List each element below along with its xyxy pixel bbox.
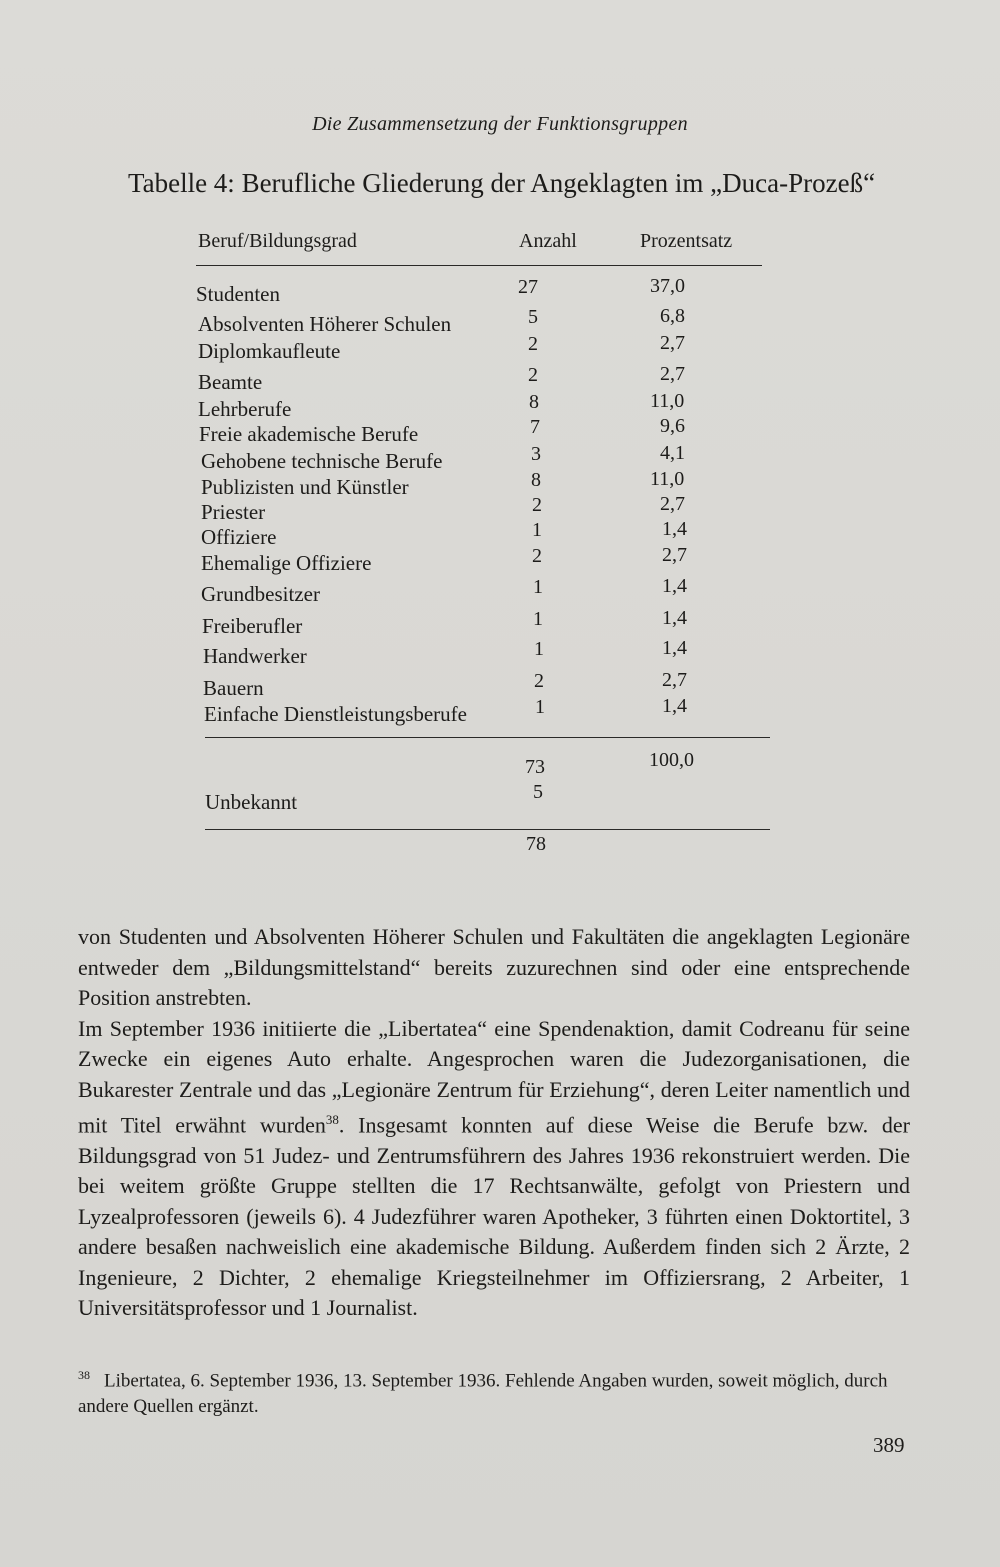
table-header-rule [196, 265, 762, 266]
body-paragraph-1: von Studenten und Absolventen Höherer Schulen und Fakultäten die angeklagten Legionäre entweder dem „Bildungsmittelstand“ bereits zuzurechnen sind oder eine entsprechende Position anstrebten. [78, 924, 910, 1010]
table-row-percent: 2,7 [660, 363, 685, 385]
table-row-label: Gehobene technische Berufe [201, 449, 443, 473]
table-row-count: 5 [528, 306, 538, 328]
body-paragraph-2 [78, 1014, 910, 1324]
table-row-label: Priester [201, 500, 266, 524]
table-row-count: 2 [532, 494, 542, 516]
body-text [78, 922, 910, 1324]
table-row-percent: 1,4 [662, 637, 687, 659]
table-row-percent: 1,4 [662, 607, 687, 629]
table-row-label: Freiberufler [202, 614, 303, 638]
table-row-percent: 1,4 [662, 695, 687, 717]
footnote-number: 38 [78, 1368, 90, 1382]
table-row-count: 2 [534, 670, 544, 692]
table-row-count: 1 [533, 608, 543, 630]
table-row-count: 8 [529, 391, 539, 413]
table-row-count: 7 [530, 416, 540, 438]
column-header-percent: Prozentsatz [640, 230, 733, 252]
table-row-label: Freie akademische Berufe [199, 422, 419, 446]
table-row-percent: 6,8 [660, 305, 685, 327]
table-row-percent: 4,1 [660, 442, 685, 464]
table-row-count: 1 [535, 696, 545, 718]
table-subtotal-rule [205, 737, 770, 738]
table-row-percent: 2,7 [662, 544, 687, 566]
table-row-count: 1 [532, 519, 542, 541]
footnote [78, 1362, 910, 1420]
table-row-percent: 1,4 [662, 575, 687, 597]
column-header-count: Anzahl [519, 230, 577, 252]
table-row-count: 1 [533, 576, 543, 598]
table-row-percent: 2,7 [662, 669, 687, 691]
table-caption: Tabelle 4: Berufliche Gliederung der Angeklagten im „Duca-Prozeß“ [128, 168, 876, 198]
table-row-count: 2 [532, 545, 542, 567]
total-count: 78 [526, 833, 546, 855]
table-row-label: Offiziere [201, 525, 277, 549]
table-row-percent: 2,7 [660, 493, 685, 515]
table-row-label: Diplomkaufleute [198, 339, 341, 363]
footnote-text: Libertatea, 6. September 1936, 13. September 1936. Fehlende Angaben wurden, soweit möglich, durch andere Quellen ergänzt. [78, 1370, 888, 1418]
table-row-count: 3 [531, 443, 541, 465]
running-head: Die Zusammensetzung der Funktionsgruppen [312, 113, 688, 135]
table-row-label: Publizisten und Künstler [201, 475, 409, 499]
body-paragraph-2-part-2: . Insgesamt konnten auf diese Weise die Berufe bzw. der Bildungsgrad von 51 Judez- und Zentrumsführern des Jahres 1936 rekonstruiert werden. Die bei weitem größte Gruppe stellten die 17 Rechtsanwälte, gefolgt von Priestern und Lyzealprofessoren (jeweils 6). 4 Judezführer waren Apotheker, 3 führten einen Doktortitel, 3 andere besaßen nachweislich eine akademische Bildung. Außerdem finden sich 2 Ärzte, 2 Ingenieure, 2 Dichter, 2 ehemalige Kriegsteilnehmer im Offiziersrang, 2 Arbeiter, 1 Universitätsprofessor und 1 Journalist. [78, 1112, 911, 1321]
unknown-count: 5 [533, 781, 543, 803]
table-row-label: Bauern [203, 676, 264, 700]
body-paragraph-2-part-1: Im September 1936 initiierte die „Libertatea“ eine Spendenaktion, damit Codreanu für seine Zwecke ein eigenes Auto erhalte. Angesprochen waren die Judezorganisationen, die Bukarester Zentrale und das „Legionäre Zentrum für Erziehung“, deren Leiter namentlich und mit Titel erwähnt wurden [78, 1015, 910, 1138]
table-row-label: Ehemalige Offiziere [201, 551, 372, 575]
table-row-percent: 1,4 [662, 518, 687, 540]
table-row-label: Absolventen Höherer Schulen [198, 312, 452, 336]
table-row-count: 8 [531, 469, 541, 491]
table-total-rule [205, 829, 770, 830]
table-row-count: 1 [534, 638, 544, 660]
page-number: 389 [873, 1433, 905, 1457]
column-header-profession: Beruf/Bildungsgrad [198, 230, 357, 252]
subtotal-count: 73 [525, 756, 545, 778]
table-row-percent: 11,0 [650, 468, 685, 490]
table-row-label: Grundbesitzer [201, 582, 320, 606]
table-row-percent: 9,6 [660, 415, 685, 437]
footnote-reference[interactable]: 38 [325, 1112, 339, 1127]
table-row-count: 2 [528, 333, 538, 355]
table-row-percent: 37,0 [650, 275, 685, 297]
subtotal-percent: 100,0 [649, 749, 694, 771]
table-row-label: Beamte [198, 370, 263, 394]
table-row-percent: 2,7 [660, 332, 685, 354]
table-row-count: 27 [518, 276, 538, 298]
table-row-percent: 11,0 [650, 390, 685, 412]
table-row-label: Lehrberufe [198, 397, 292, 421]
unknown-label: Unbekannt [205, 790, 298, 814]
table-row-label: Handwerker [203, 644, 307, 668]
table-row-label: Einfache Dienstleistungsberufe [204, 702, 467, 726]
table-row-count: 2 [528, 364, 538, 386]
table-row-label: Studenten [196, 282, 280, 306]
